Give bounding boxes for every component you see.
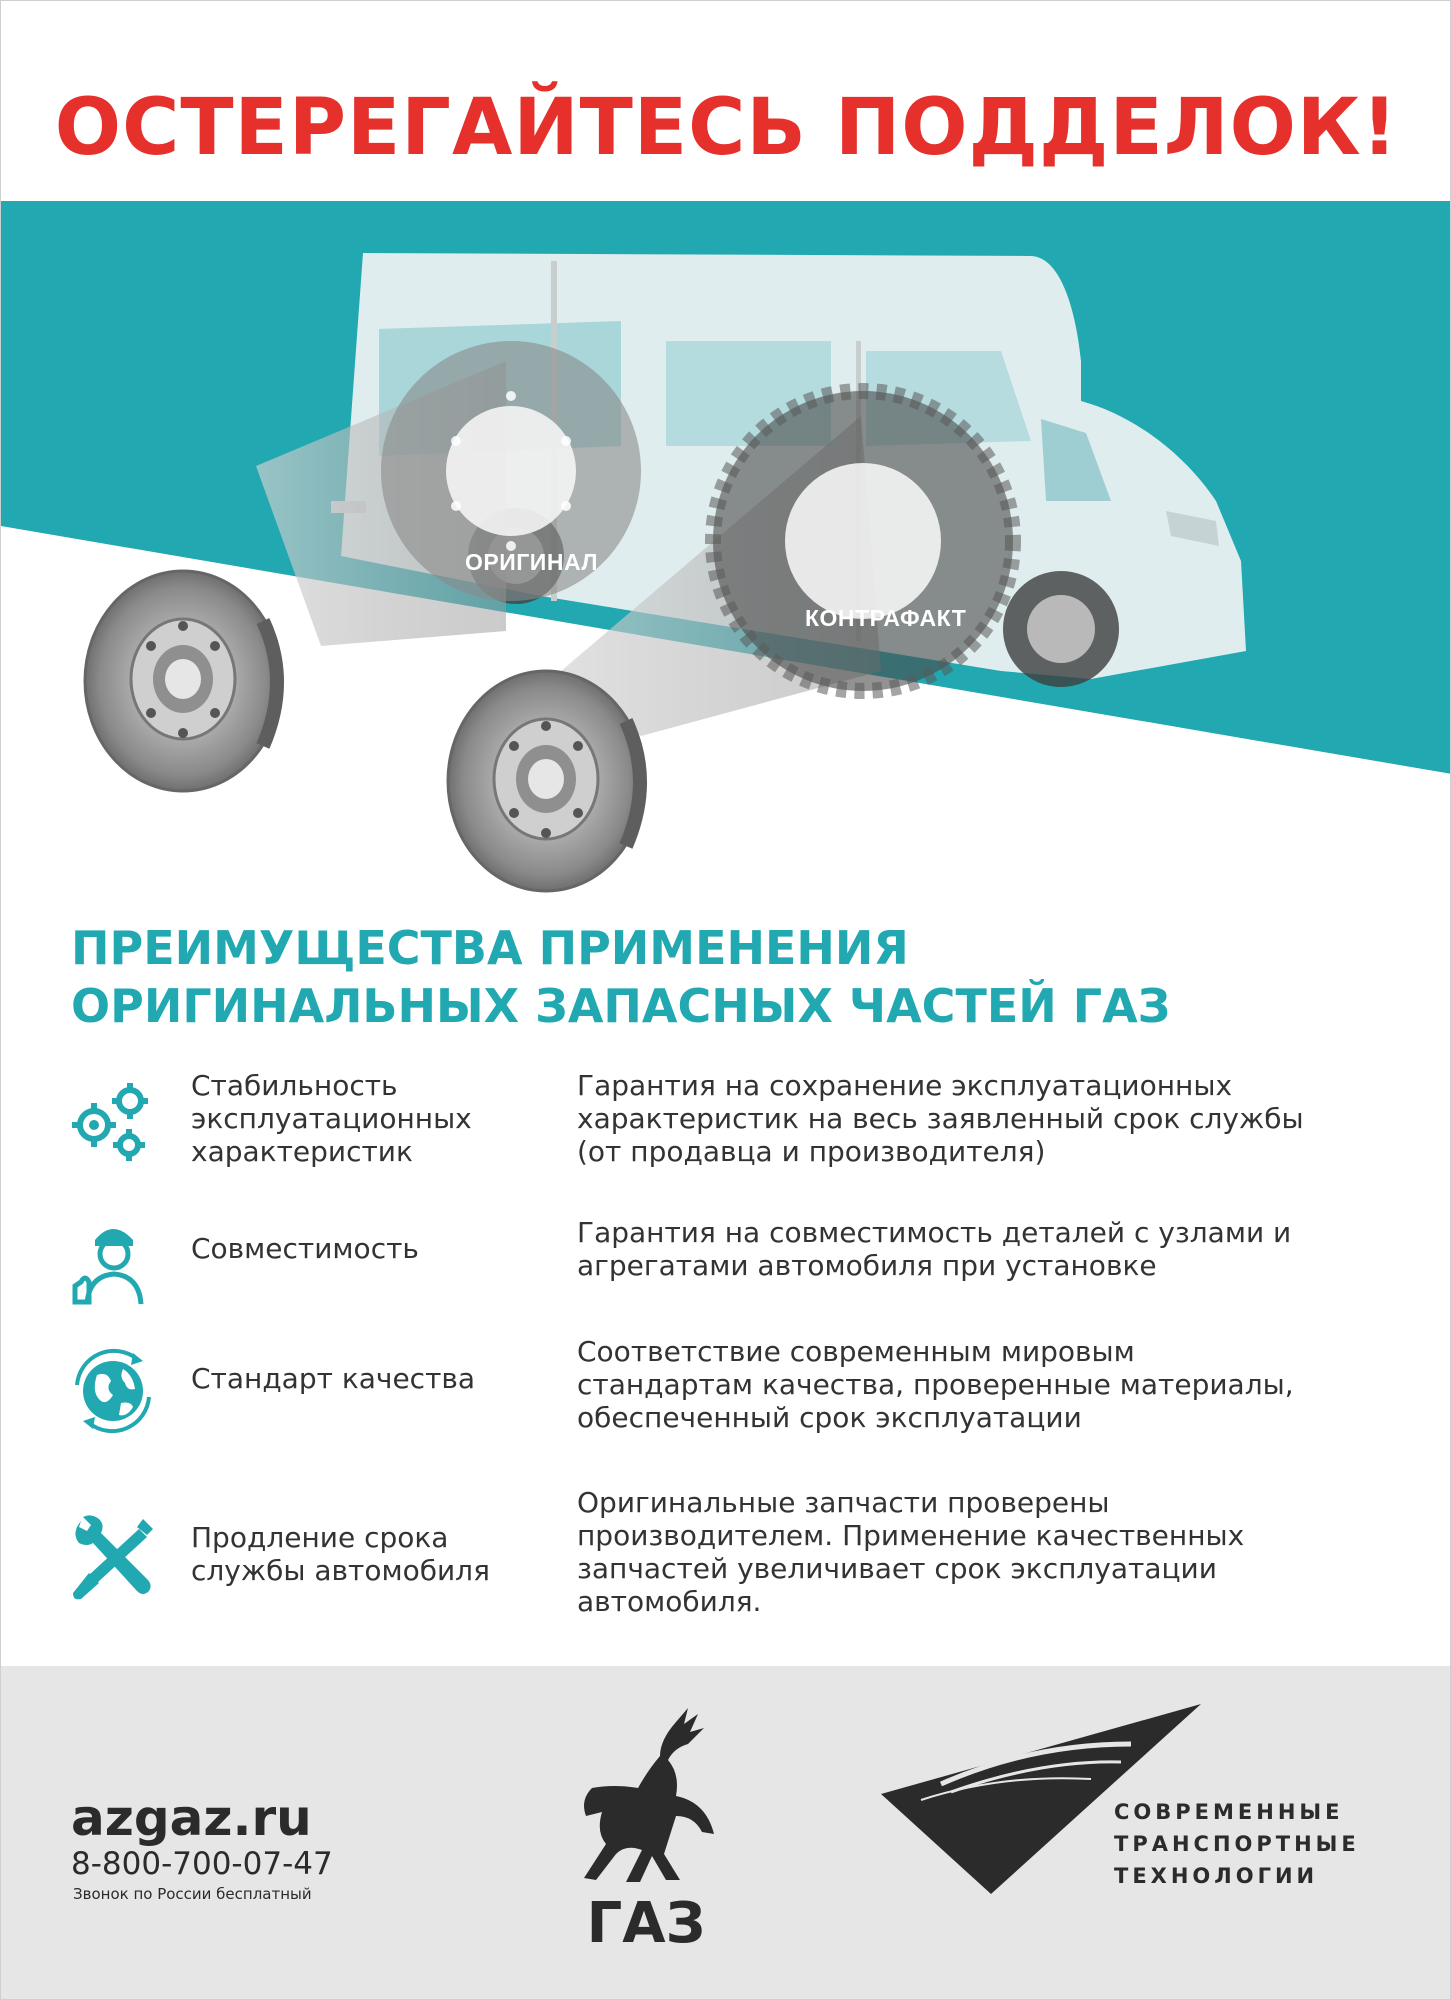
mechanic-thumbs-up-icon: [67, 1216, 159, 1308]
gaz-deer-logo: [556, 1704, 736, 1964]
footer: [1, 1666, 1451, 2000]
label-original: ОРИГИНАЛ: [465, 549, 598, 575]
brake-disc-original: [85, 571, 281, 791]
label-counterfeit: КОНТРАФАКТ: [805, 605, 967, 631]
section-title-line1: ПРЕИМУЩЕСТВА ПРИМЕНЕНИЯ: [71, 921, 909, 975]
van-and-discs-illustration: [1, 201, 1451, 901]
gears-icon: [67, 1075, 159, 1167]
benefit-name: Стабильность эксплуатационных характеристик: [191, 1069, 472, 1168]
benefit-description: Оригинальные запчасти проверены производителем. Применение качественных запчастей увеличивает срок эксплуатации автомобиля.: [577, 1486, 1245, 1618]
section-title-line2: ОРИГИНАЛЬНЫХ ЗАПАСНЫХ ЧАСТЕЙ ГАЗ: [71, 979, 1171, 1033]
benefit-description: Гарантия на сохранение эксплуатационных характеристик на весь заявленный срок службы (от продавца и производителя): [577, 1069, 1304, 1168]
counterfeit-disc-overlay: [713, 391, 1013, 691]
brake-disc-counterfeit: [448, 671, 644, 891]
wrench-screwdriver-icon: [67, 1511, 159, 1603]
headline: ОСТЕРЕГАЙТЕСЬ ПОДДЕЛОК!: [54, 83, 1399, 173]
section-title: [71, 919, 1411, 1035]
benefit-name: Продление срока службы автомобиля: [191, 1521, 490, 1587]
benefit-description: Соответствие современным мировым стандартам качества, проверенные материалы, обеспеченный срок эксплуатации: [577, 1335, 1294, 1434]
svg-text:ГАЗ: ГАЗ: [586, 1891, 706, 1956]
call-note: Звонок по России бесплатный: [73, 1885, 312, 1903]
benefit-description: Гарантия на совместимость деталей с узлами и агрегатами автомобиля при установке: [577, 1216, 1292, 1282]
website-link[interactable]: azgaz.ru: [71, 1789, 312, 1847]
globe-icon: [67, 1345, 159, 1437]
gaz-logo-text: [587, 1891, 706, 1956]
hero-illustration: [1, 201, 1451, 901]
stt-company-name: СОВРЕМЕННЫЕ ТРАНСПОРТНЫЕ ТЕХНОЛОГИИ: [1114, 1800, 1360, 1888]
phone-number[interactable]: 8-800-700-07-47: [71, 1846, 333, 1882]
benefit-name: Совместимость: [191, 1232, 419, 1265]
benefit-name: Стандарт качества: [191, 1362, 476, 1395]
